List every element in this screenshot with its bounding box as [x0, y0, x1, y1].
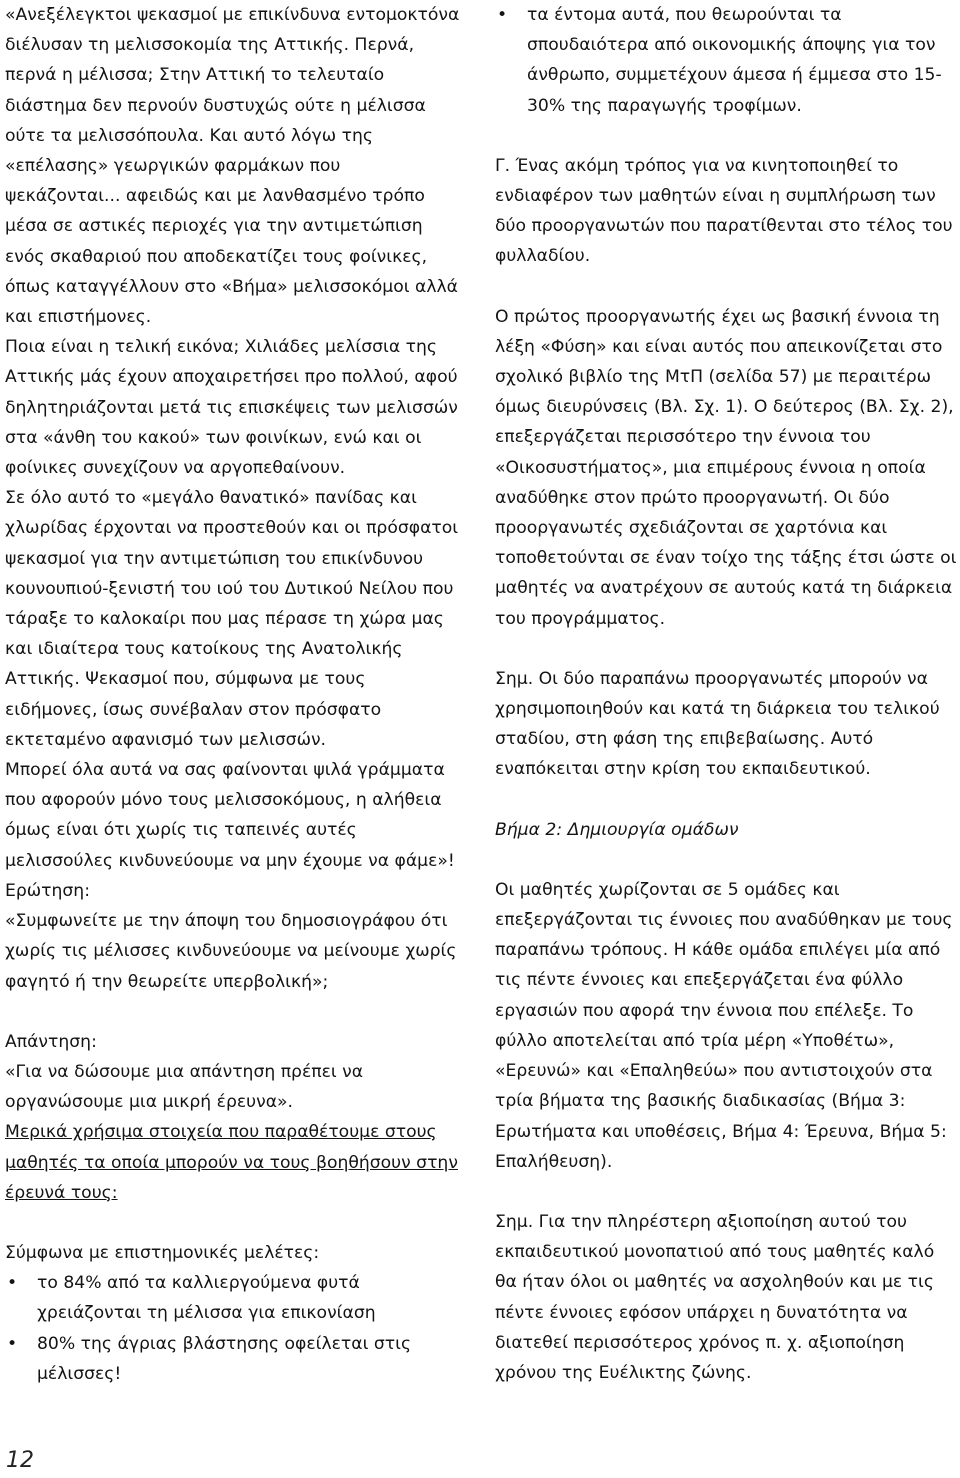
- answer-text: «Για να δώσουμε μια απάντηση πρέπει να οργανώσουμε μια μικρή έρευνα».: [5, 1061, 364, 1113]
- context-paragraph: Σε όλο αυτό το «μεγάλο θανατικό» πανίδας και χλωρίδας έρχονται να προστεθούν και οι πρόσφατοι ψεκασμοί για την αντιμετώπιση του επικίνδυνου κουνουπιού-ξενιστή του ιού του Δυτικού Νείλου που τάραξε το καλοκαίρι που μας πέρασε τη χώρα μας και ιδιαίτερα τους κατοίκους της Ανατολικής Αττικής. Ψεκασμοί που, σύμφωνα με τους ειδήμονες, ίσως συνέβαλαν στον πρόσφατο εκτεταμένο αφανισμό των μελισσών.: [5, 488, 459, 750]
- spacer: [5, 1208, 460, 1238]
- spacer: [495, 1177, 960, 1207]
- underlined-note: Μερικά χρήσιμα στοιχεία που παραθέτουμε στους μαθητές τα οποία μπορούν να τους βοηθήσουν στην έρευνά τους:: [5, 1122, 458, 1203]
- studies-intro: Σύμφωνα με επιστημονικές μελέτες:: [5, 1242, 320, 1263]
- continued-bullet-list: [495, 0, 960, 121]
- intro-paragraph: «Ανεξέλεγκτοι ψεκασμοί με επικίνδυνα εντομοκτόνα διέλυσαν τη μελισσοκομία της Αττικής. Περνά, περνά η μέλισσα; Στην Αττική το τελευταίο διάστημα δεν περνούν δυστυχώς ούτε η μέλισσα ούτε τα μελισσόπουλα. Και αυτό λόγω της «επέλασης» γεωργικών φαρμάκων που ψεκάζονται... αφειδώς και με λανθασμένο τρόπο μέσα σε αστικές περιοχές για την αντιμετώπιση ενός σκαθαριού που αποδεκατίζει τους φοίνικες, όπως καταγγέλλουν στο «Βήμα» μελισσοκόμοι αλλά και επιστήμονες.: [5, 5, 460, 328]
- bullet-item: • 80% της άγριας βλάστησης οφείλεται στις μέλισσες!: [5, 1329, 460, 1389]
- step-heading: Βήμα 2: Δημιουργία ομάδων: [495, 819, 739, 840]
- step-paragraph: Οι μαθητές χωρίζονται σε 5 ομάδες και επεξεργάζονται τις έννοιες που αναδύθηκαν με τους παραπάνω τρόπους. Η κάθε ομάδα επιλέγει μία από τις πέντε έννοιες και επεξεργάζεται ένα φύλλο εργασιών που αφορά την έννοια που επέλεξε. Το φύλλο αποτελείται από τρία μέρη «Υποθέτω», «Ερευνώ» και «Επαληθεύω» που αντιστοιχούν στα τρία βήματα της βασικής διαδικασίας (Βήμα 3: Ερωτήματα και υποθέσεις, Βήμα 4: Έρευνα, Βήμα 5: Επαλήθευση).: [495, 879, 953, 1172]
- note-paragraph: Σημ. Οι δύο παραπάνω προοργανωτές μπορούν να χρησιμοποιηθούν και κατά τη διάρκεια του τελικού σταδίου, στη φάση της επιβεβαίωσης. Αυτό εναπόκειται στην κρίση του εκπαιδευτικού.: [495, 668, 940, 780]
- studies-bullet-list: [5, 1268, 460, 1389]
- spacer: [5, 997, 460, 1027]
- spacer: [495, 272, 960, 302]
- question-text: «Συμφωνείτε με την άποψη του δημοσιογράφου ότι χωρίς τις μέλισσες κινδυνεύουμε να μείνουμε χωρίς φαγητό ή την θεωρείτε υπερβολική»;: [5, 911, 457, 992]
- spacer: [495, 845, 960, 875]
- bullet-item: • τα έντομα αυτά, που θεωρούνται τα σπουδαιότερα από οικονομικής άποψης για τον άνθρωπο, συμμετέχουν άμεσα ή έμμεσα στο 15-30% της παραγωγής τροφίμων.: [495, 0, 960, 121]
- right-column: [495, 0, 960, 1388]
- answer-label: Απάντηση:: [5, 1031, 97, 1052]
- paragraph-g: Γ. Ένας ακόμη τρόπος για να κινητοποιηθεί το ενδιαφέρον των μαθητών είναι η συμπλήρωση των δύο προοργανωτών που παρατίθενται στο τέλος του φυλλαδίου.: [495, 155, 953, 267]
- question-label: Ερώτηση:: [5, 880, 90, 901]
- left-column: [5, 0, 460, 1389]
- closing-quote-paragraph: Μπορεί όλα αυτά να σας φαίνονται ψιλά γράμματα που αφορούν μόνο τους μελισσοκόμους, η αλήθεια όμως είναι ότι χωρίς τις ταπεινές αυτές μελισσούλες κινδυνεύουμε να μην έχουμε να φάμε»!: [5, 760, 455, 871]
- spacer: [495, 785, 960, 815]
- page-number: 12: [6, 1448, 34, 1473]
- organizers-paragraph: Ο πρώτος προοργανωτής έχει ως βασική έννοια τη λέξη «Φύση» και είναι αυτός που απεικονίζεται στο σχολικό βιβλίο της ΜτΠ (σελίδα 57) με περαιτέρω όμως διευρύνσεις (Βλ. Σχ. 1). Ο δεύτερος (Βλ. Σχ. 2), επεξεργάζεται περισσότερο την έννοια του «Οικοσυστήματος», μια επιμέρους έννοια η οποία αναδύθηκε στον πρώτο προοργανωτή. Οι δύο προοργανωτές σχεδιάζονται σε χαρτόνια και τοποθετούνται σε έναν τοίχο της τάξης έτσι ώστε οι μαθητές να ανατρέχουν σε αυτούς κατά τη διάρκεια του προγράμματος.: [495, 306, 957, 629]
- bullet-item: • το 84% από τα καλλιεργούμενα φυτά χρειάζονται τη μέλισσα για επικονίαση: [5, 1268, 460, 1328]
- question-paragraph: Ποια είναι η τελική εικόνα; Χιλιάδες μελίσσια της Αττικής μάς έχουν αποχαιρετήσει προ πολλού, αφού δηλητηριάζονται μετά τις επισκέψεις των μελισσών στα «άνθη του κακού» των φοινίκων, ενώ και οι φοίνικες συνεχίζουν να αργοπεθαίνουν.: [5, 337, 458, 479]
- spacer: [495, 634, 960, 664]
- spacer: [495, 121, 960, 151]
- note-paragraph: Σημ. Για την πληρέστερη αξιοποίηση αυτού του εκπαιδευτικού μονοπατιού από τους μαθητές καλό θα ήταν όλοι οι μαθητές να ασχοληθούν και με τις πέντε έννοιες εφόσον υπάρχει η δυνατότητα να διατεθεί περισσότερος χρόνος π. χ. αξιοποίηση χρόνου της Ευέλικτης ζώνης.: [495, 1211, 935, 1383]
